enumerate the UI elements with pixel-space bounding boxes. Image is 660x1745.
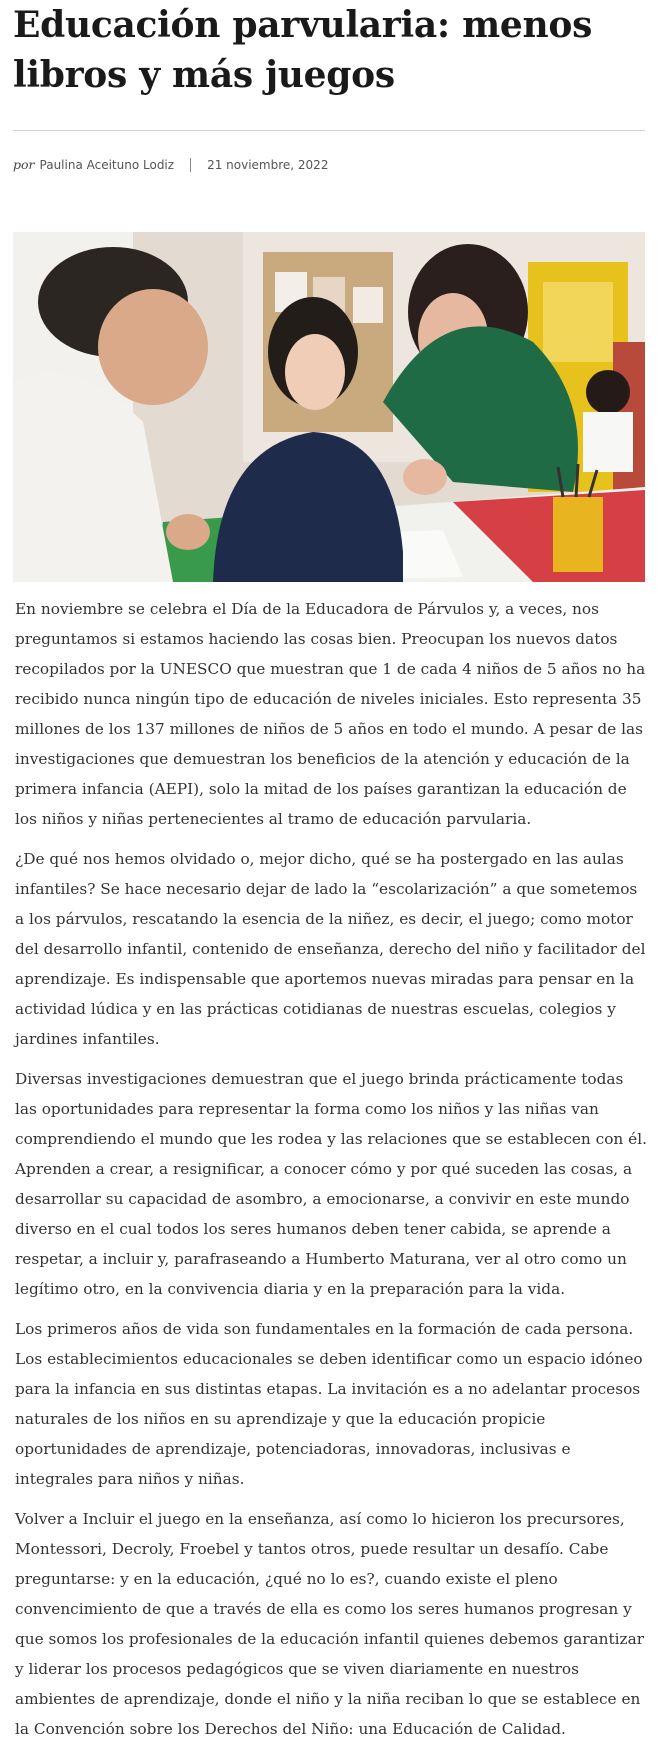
title-divider [13, 130, 645, 131]
paragraph: ¿De qué nos hemos olvidado o, mejor dicho, qué se ha postergado en las aulas infantiles? Se hace necesario dejar de lado la “escolarización” a que sometemos a los párvulos, rescatando la esencia de la niñez, es decir, el juego; como motor del desarrollo infantil, contenido de enseñanza, derecho del niño y facilitador del aprendizaje. Es indispensable que aportemos nuevas miradas para pensar en la actividad lúdica y en las prácticas cotidianas de nuestras escuelas, colegios y jardines infantiles. [15, 850, 646, 1048]
hero-image [13, 232, 645, 582]
paragraph: Diversas investigaciones demuestran que el juego brinda prácticamente todas las oportunidades para representar la forma como los niños y las niñas van comprendiendo el mundo que les rodea y las relaciones que se establecen con él. Aprenden a crear, a resignificar, a conocer cómo y por qué suceden las cosas, a desarrollar su capacidad de asombro, a emocionarse, a convivir en este mundo diverso en el cual todos los seres humanos deben tener cabida, se aprende a respetar, a incluir y, parafraseando a Humberto Maturana, ver al otro como un legítimo otro, en la convivencia diaria y en la preparación para la vida. [15, 1070, 647, 1298]
article-title: Educación parvularia: menos libros y más juegos [13, 4, 593, 96]
paragraph: Los primeros años de vida son fundamentales en la formación de cada persona. Los establecimientos educacionales se deben identificar como un espacio idóneo para la infancia en sus distintas etapas. La invitación es a no adelantar procesos naturales de los niños en su aprendizaje y que la educación propicie oportunidades de aprendizaje, potenciadoras, innovadoras, inclusivas e integrales para niños y niñas. [15, 1320, 643, 1488]
paragraph: En noviembre se celebra el Día de la Educadora de Párvulos y, a veces, nos preguntamos si estamos haciendo las cosas bien. Preocupan los nuevos datos recopilados por la UNESCO que muestran que 1 de cada 4 niños de 5 años no ha recibido nunca ningún tipo de educación de niveles iniciales. Esto representa 35 millones de los 137 millones de niños de 5 años en todo el mundo. A pesar de las investigaciones que demuestran los beneficios de la atención y educación de la primera infancia (AEPI), solo la mitad de los países garantizan la educación de los niños y niñas pertenecientes al tramo de educación parvularia. [15, 600, 646, 828]
byline [13, 157, 645, 172]
article-body [15, 594, 647, 1745]
author-link[interactable]: Paulina Aceituno Lodiz [39, 157, 175, 172]
publish-date: 21 noviembre, 2022 [207, 157, 329, 172]
byline-prefix: por [13, 157, 35, 172]
paragraph: Volver a Incluir el juego en la enseñanza, así como lo hicieron los precursores, Montessori, Decroly, Froebel y tantos otros, puede resultar un desafío. Cabe preguntarse: y en la educación, ¿qué no lo es?, cuando existe el pleno convencimiento de que a través de ella es como los seres humanos progresan y que somos los profesionales de la educación infantil quienes debemos garantizar y liderar los procesos pedagógicos que se viven diariamente en nuestros ambientes de aprendizaje, donde el niño y la niña reciban lo que se establece en la Convención sobre los Derechos del Niño: una Educación de Calidad. [15, 1510, 645, 1738]
byline-separator [190, 158, 191, 172]
classroom-photo [13, 232, 645, 582]
article [13, 0, 645, 172]
